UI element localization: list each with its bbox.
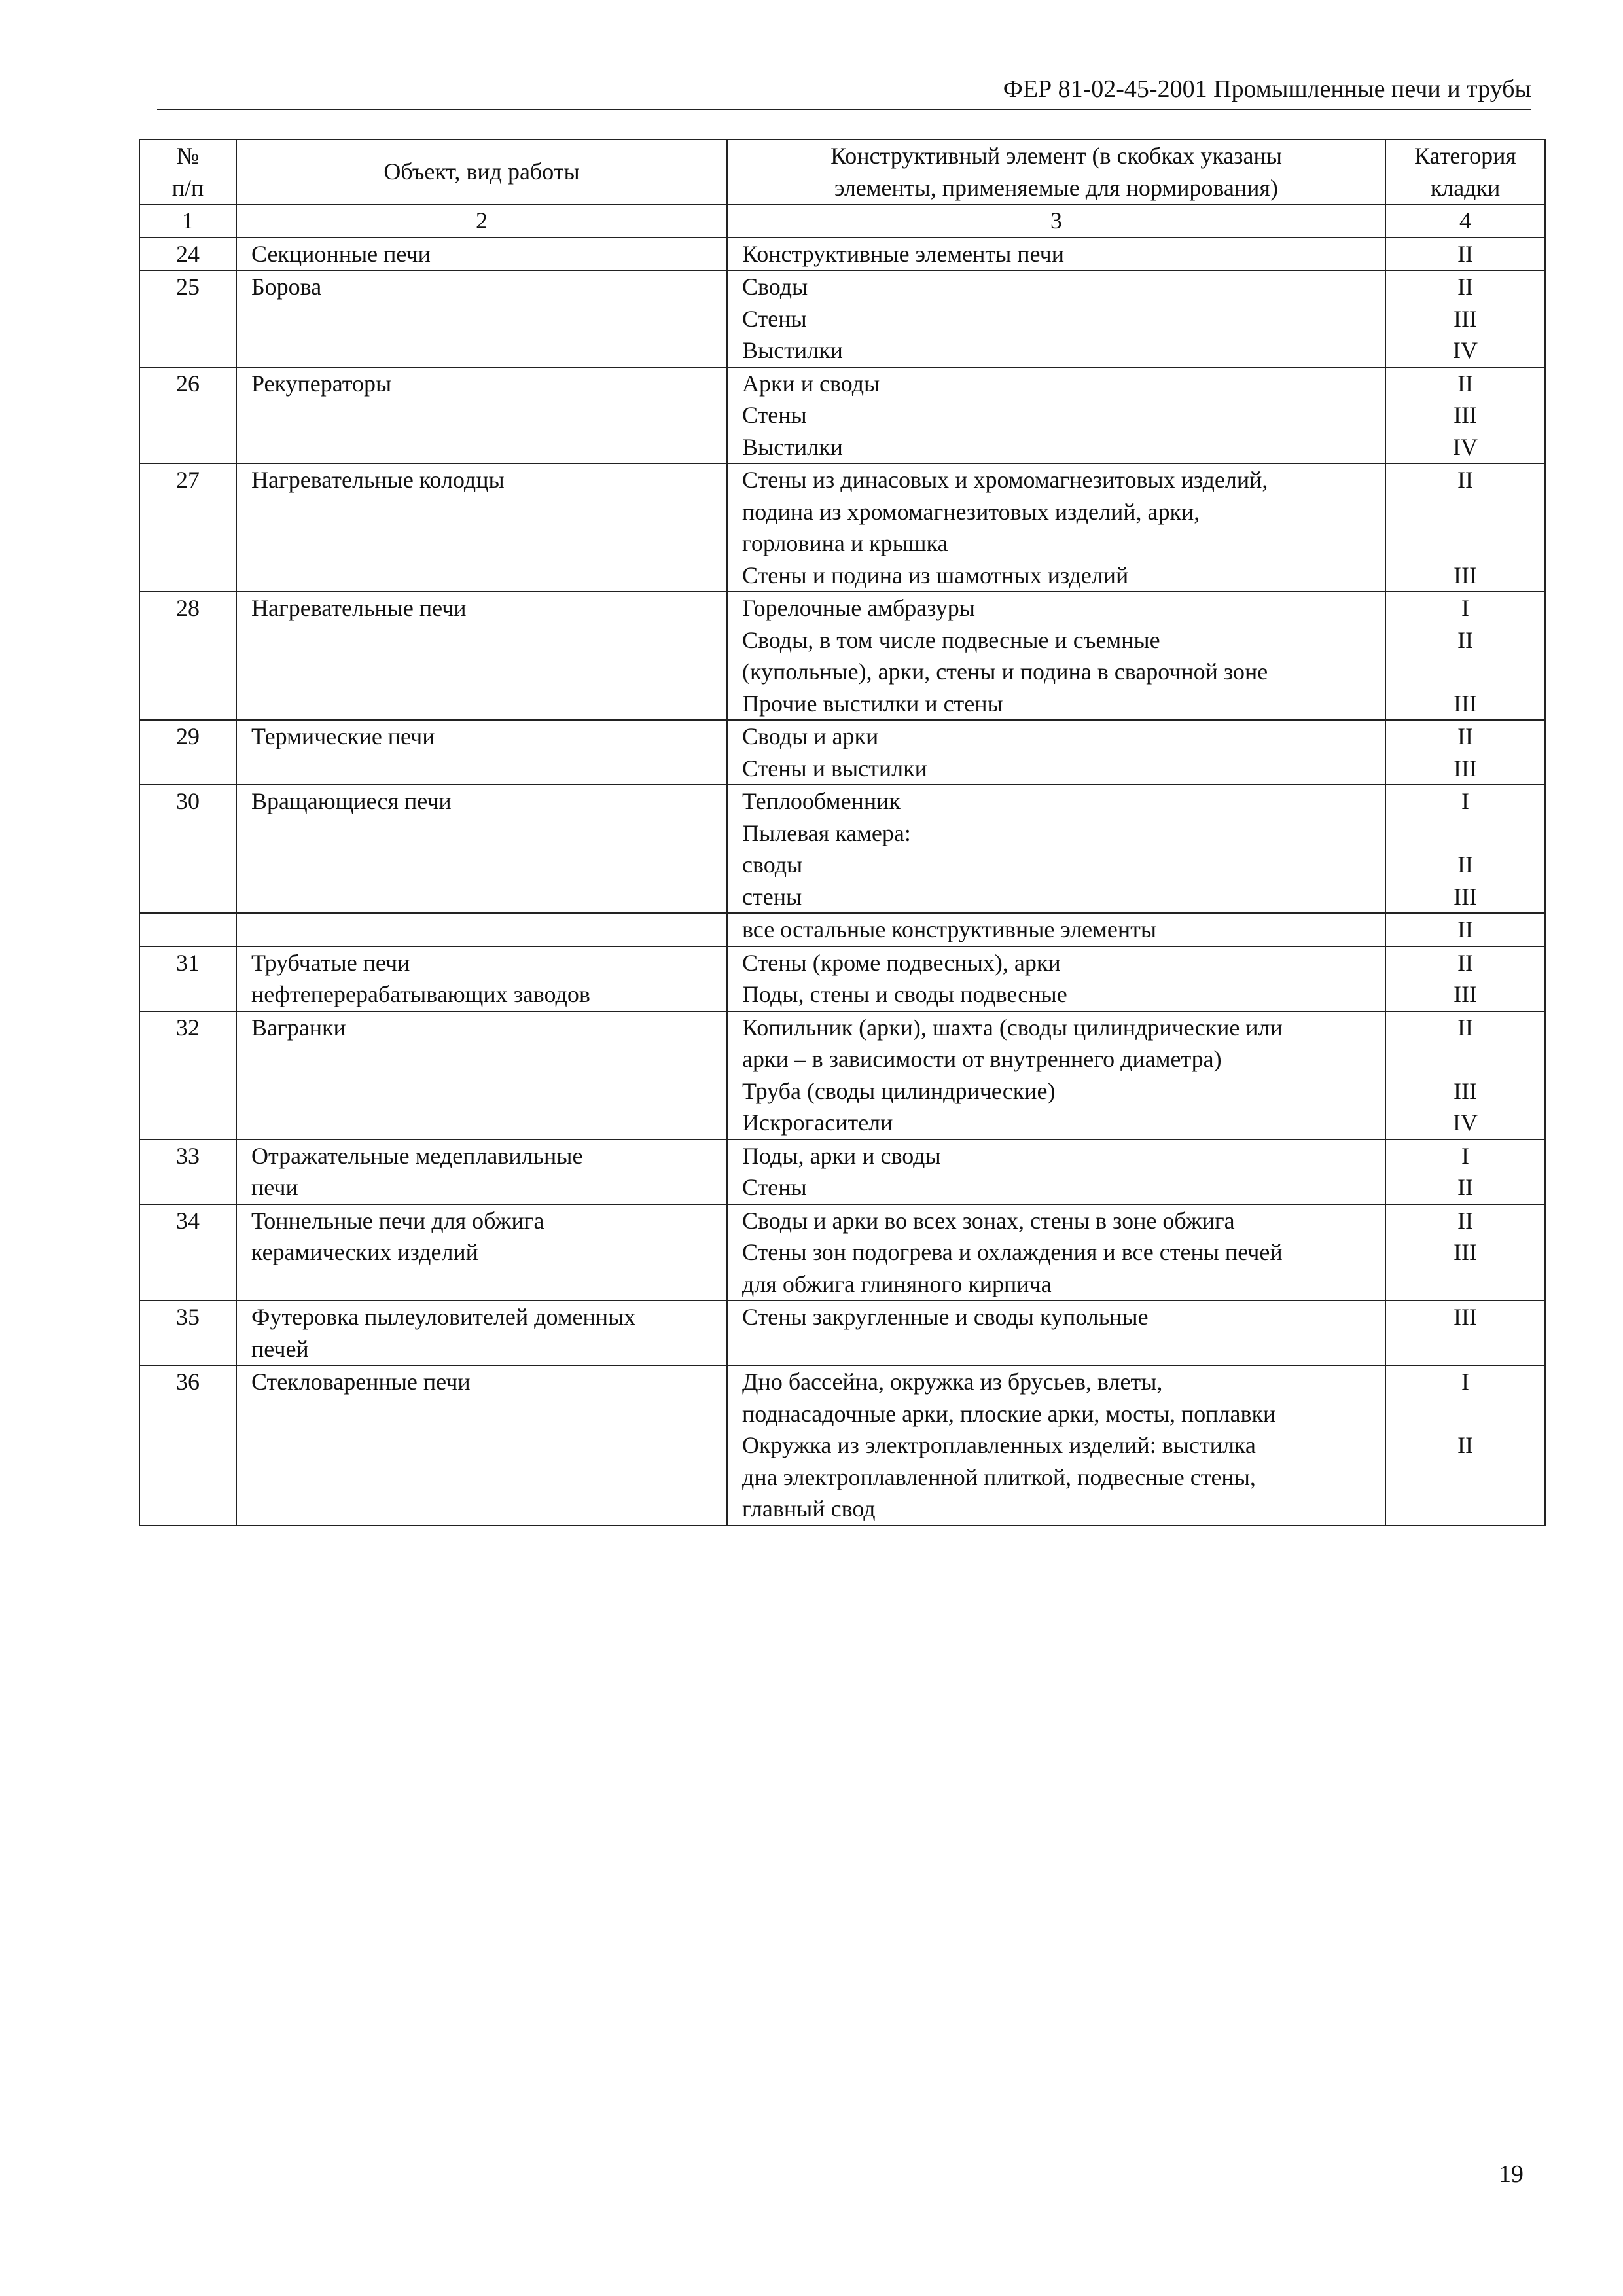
object-line: Борова <box>251 274 322 300</box>
element-line: своды <box>742 852 803 878</box>
category-line: III <box>1454 1304 1477 1330</box>
row-elements <box>727 946 1385 1011</box>
category-line: II <box>1457 1174 1473 1200</box>
category-line: I <box>1461 595 1469 621</box>
element-line: для обжига глиняного кирпича <box>742 1270 1052 1297</box>
category-line: III <box>1454 305 1477 332</box>
table-row <box>139 270 1545 367</box>
row-elements <box>727 270 1385 367</box>
object-line: печей <box>251 1335 309 1362</box>
element-line: главный свод <box>742 1496 876 1522</box>
row-number: 36 <box>139 1365 236 1526</box>
category-line: II <box>1457 274 1473 300</box>
object-line: Тоннельные печи для обжига <box>251 1207 544 1234</box>
table-row <box>139 1300 1545 1365</box>
element-line: Копильник (арки), шахта (своды цилиндрические или <box>742 1014 1283 1041</box>
row-number: 32 <box>139 1011 236 1139</box>
row-elements <box>727 1011 1385 1139</box>
header-num <box>139 139 236 204</box>
category-line <box>1386 1493 1544 1525</box>
running-header-title: ФЕР 81-02-45-2001 Промышленные печи и трубы <box>1003 75 1531 103</box>
category-line: II <box>1457 723 1473 749</box>
element-line: Своды, в том числе подвесные и съемные <box>742 626 1160 653</box>
element-line: Своды <box>742 274 808 300</box>
row-categories <box>1385 463 1545 592</box>
row-elements <box>727 1365 1385 1526</box>
table-row <box>139 463 1545 592</box>
category-line: IV <box>1453 337 1478 363</box>
object-line: Вращающиеся печи <box>251 788 452 814</box>
row-number: 25 <box>139 270 236 367</box>
category-line: III <box>1454 402 1477 428</box>
row-elements <box>727 367 1385 464</box>
row-number: 33 <box>139 1139 236 1204</box>
element-line: Окружка из электроплавленных изделий: выстилка <box>742 1432 1256 1458</box>
row-object <box>236 1365 727 1526</box>
element-line: стены <box>742 883 802 910</box>
category-line: II <box>1457 852 1473 878</box>
column-index: 1 <box>139 204 236 238</box>
category-line <box>1386 1398 1544 1430</box>
table-row <box>139 1011 1545 1139</box>
object-line: Термические печи <box>251 723 435 749</box>
element-line: Стены зон подогрева и охлаждения и все стены печей <box>742 1239 1283 1265</box>
object-line: Футеровка пылеуловителей доменных <box>251 1304 636 1330</box>
element-line: Стены <box>742 402 807 428</box>
element-line: поднасадочные арки, плоские арки, мосты, поплавки <box>742 1400 1276 1427</box>
category-line: II <box>1457 626 1473 653</box>
category-line <box>1386 1268 1544 1300</box>
element-line: все остальные конструктивные элементы <box>742 916 1157 942</box>
row-object <box>236 1011 727 1139</box>
row-elements <box>727 913 1385 946</box>
category-line: III <box>1454 981 1477 1007</box>
table-body <box>139 238 1545 1526</box>
column-index: 3 <box>727 204 1385 238</box>
object-line: Нагревательные печи <box>251 595 467 621</box>
header-num-line: п/п <box>171 174 204 201</box>
table-row <box>139 1204 1545 1301</box>
row-number: 27 <box>139 463 236 592</box>
row-elements <box>727 720 1385 785</box>
object-line: нефтеперерабатывающих заводов <box>251 981 590 1007</box>
row-object <box>236 913 727 946</box>
category-line <box>1386 528 1544 560</box>
row-elements <box>727 1300 1385 1365</box>
row-object <box>236 270 727 367</box>
object-line: Вагранки <box>251 1014 346 1041</box>
element-line: Стены (кроме подвесных), арки <box>742 949 1061 976</box>
table-row <box>139 367 1545 464</box>
element-line: Поды, арки и своды <box>742 1142 941 1169</box>
header-element <box>727 139 1385 204</box>
row-categories <box>1385 1011 1545 1139</box>
row-categories <box>1385 913 1545 946</box>
element-line: Поды, стены и своды подвесные <box>742 981 1067 1007</box>
object-line: керамических изделий <box>251 1239 478 1265</box>
row-object <box>236 463 727 592</box>
row-categories <box>1385 720 1545 785</box>
object-line: Секционные печи <box>251 240 431 267</box>
row-number: 26 <box>139 367 236 464</box>
element-line: Пылевая камера: <box>742 819 911 846</box>
header-category-line: Категория <box>1414 143 1516 169</box>
element-line: Искрогасители <box>742 1109 893 1136</box>
table-header-row <box>139 139 1545 204</box>
element-line: дна электроплавленной плиткой, подвесные стены, <box>742 1463 1256 1490</box>
masonry-category-table <box>139 139 1546 1526</box>
row-elements <box>727 238 1385 271</box>
element-line: Стены и выстилки <box>742 755 927 781</box>
element-line: Конструктивные элементы печи <box>742 240 1065 267</box>
category-line: I <box>1461 1369 1469 1395</box>
category-line: II <box>1457 240 1473 267</box>
row-categories <box>1385 1204 1545 1301</box>
category-line: III <box>1454 1077 1477 1104</box>
row-object <box>236 1300 727 1365</box>
row-object <box>236 367 727 464</box>
row-number: 30 <box>139 785 236 913</box>
object-line: Рекуператоры <box>251 370 392 397</box>
element-line: арки – в зависимости от внутреннего диаметра) <box>742 1046 1222 1072</box>
row-elements <box>727 1139 1385 1204</box>
element-line: Теплообменник <box>742 788 901 814</box>
row-object <box>236 238 727 271</box>
element-line: Своды и арки во всех зонах, стены в зоне обжига <box>742 1207 1235 1234</box>
header-category-line: кладки <box>1430 174 1501 201</box>
row-categories <box>1385 1139 1545 1204</box>
category-line <box>1386 1462 1544 1494</box>
header-object-line: Объект, вид работы <box>383 158 580 185</box>
element-line: Своды и арки <box>742 723 879 749</box>
category-line <box>1386 817 1544 850</box>
row-object <box>236 946 727 1011</box>
element-line: Стены <box>742 305 807 332</box>
row-number: 29 <box>139 720 236 785</box>
category-line: III <box>1454 755 1477 781</box>
row-elements <box>727 463 1385 592</box>
category-line: II <box>1457 467 1473 493</box>
header-num-line: № <box>176 143 200 169</box>
row-elements <box>727 592 1385 720</box>
row-categories <box>1385 367 1545 464</box>
row-object <box>236 720 727 785</box>
element-line: Выстилки <box>742 337 843 363</box>
row-categories <box>1385 270 1545 367</box>
element-line: Труба (своды цилиндрические) <box>742 1077 1056 1104</box>
column-index: 4 <box>1385 204 1545 238</box>
category-line: IV <box>1453 433 1478 460</box>
element-line: подина из хромомагнезитовых изделий, арки, <box>742 498 1200 525</box>
element-line: Стены и подина из шамотных изделий <box>742 562 1129 588</box>
page-number: 19 <box>1499 2161 1524 2188</box>
table-row <box>139 946 1545 1011</box>
row-categories <box>1385 592 1545 720</box>
masonry-category-table-wrap <box>139 139 1544 1526</box>
element-line: Выстилки <box>742 433 843 460</box>
element-line: Стены <box>742 1174 807 1200</box>
table-row <box>139 1139 1545 1204</box>
row-number <box>139 913 236 946</box>
table-row <box>139 720 1545 785</box>
row-categories <box>1385 1300 1545 1365</box>
header-element-line: элементы, применяемые для нормирования) <box>834 174 1278 201</box>
table-row <box>139 1365 1545 1526</box>
category-line: IV <box>1453 1109 1478 1136</box>
column-index: 2 <box>236 204 727 238</box>
row-categories <box>1385 785 1545 913</box>
table-row <box>139 913 1545 946</box>
row-object <box>236 1139 727 1204</box>
row-elements <box>727 785 1385 913</box>
category-line: I <box>1461 788 1469 814</box>
element-line: Дно бассейна, окружка из брусьев, влеты, <box>742 1369 1163 1395</box>
element-line: горловина и крышка <box>742 530 948 556</box>
category-line: II <box>1457 1014 1473 1041</box>
row-elements <box>727 1204 1385 1301</box>
row-categories <box>1385 1365 1545 1526</box>
category-line: II <box>1457 1432 1473 1458</box>
table-row <box>139 785 1545 913</box>
element-line: (купольные), арки, стены и подина в сварочной зоне <box>742 658 1268 685</box>
element-line: Арки и своды <box>742 370 880 397</box>
row-object <box>236 785 727 913</box>
category-line: II <box>1457 949 1473 976</box>
running-header <box>157 73 1531 110</box>
object-line <box>251 914 720 946</box>
row-categories <box>1385 238 1545 271</box>
row-object <box>236 592 727 720</box>
table-row <box>139 238 1545 271</box>
column-index-row <box>139 204 1545 238</box>
category-line: III <box>1454 883 1477 910</box>
element-line: Горелочные амбразуры <box>742 595 975 621</box>
object-line: Нагревательные колодцы <box>251 467 505 493</box>
object-line: печи <box>251 1174 298 1200</box>
category-line: III <box>1454 690 1477 717</box>
category-line: III <box>1454 1239 1477 1265</box>
header-category <box>1385 139 1545 204</box>
row-number: 28 <box>139 592 236 720</box>
category-line <box>1386 1043 1544 1075</box>
object-line: Отражательные медеплавильные <box>251 1142 583 1169</box>
row-number: 31 <box>139 946 236 1011</box>
category-line <box>1386 496 1544 528</box>
header-element-line: Конструктивный элемент (в скобках указаны <box>830 143 1282 169</box>
object-line: Стекловаренные печи <box>251 1369 471 1395</box>
row-number: 24 <box>139 238 236 271</box>
row-categories <box>1385 946 1545 1011</box>
row-number: 35 <box>139 1300 236 1365</box>
category-line: II <box>1457 1207 1473 1234</box>
category-line: II <box>1457 916 1473 942</box>
category-line <box>1386 656 1544 688</box>
row-number: 34 <box>139 1204 236 1301</box>
category-line: II <box>1457 370 1473 397</box>
header-object <box>236 139 727 204</box>
category-line: I <box>1461 1142 1469 1169</box>
object-line: Трубчатые печи <box>251 949 410 976</box>
element-line: Стены из динасовых и хромомагнезитовых изделий, <box>742 467 1268 493</box>
element-line: Стены закругленные и своды купольные <box>742 1304 1149 1330</box>
category-line: III <box>1454 562 1477 588</box>
row-object <box>236 1204 727 1301</box>
element-line: Прочие выстилки и стены <box>742 690 1003 717</box>
table-row <box>139 592 1545 720</box>
